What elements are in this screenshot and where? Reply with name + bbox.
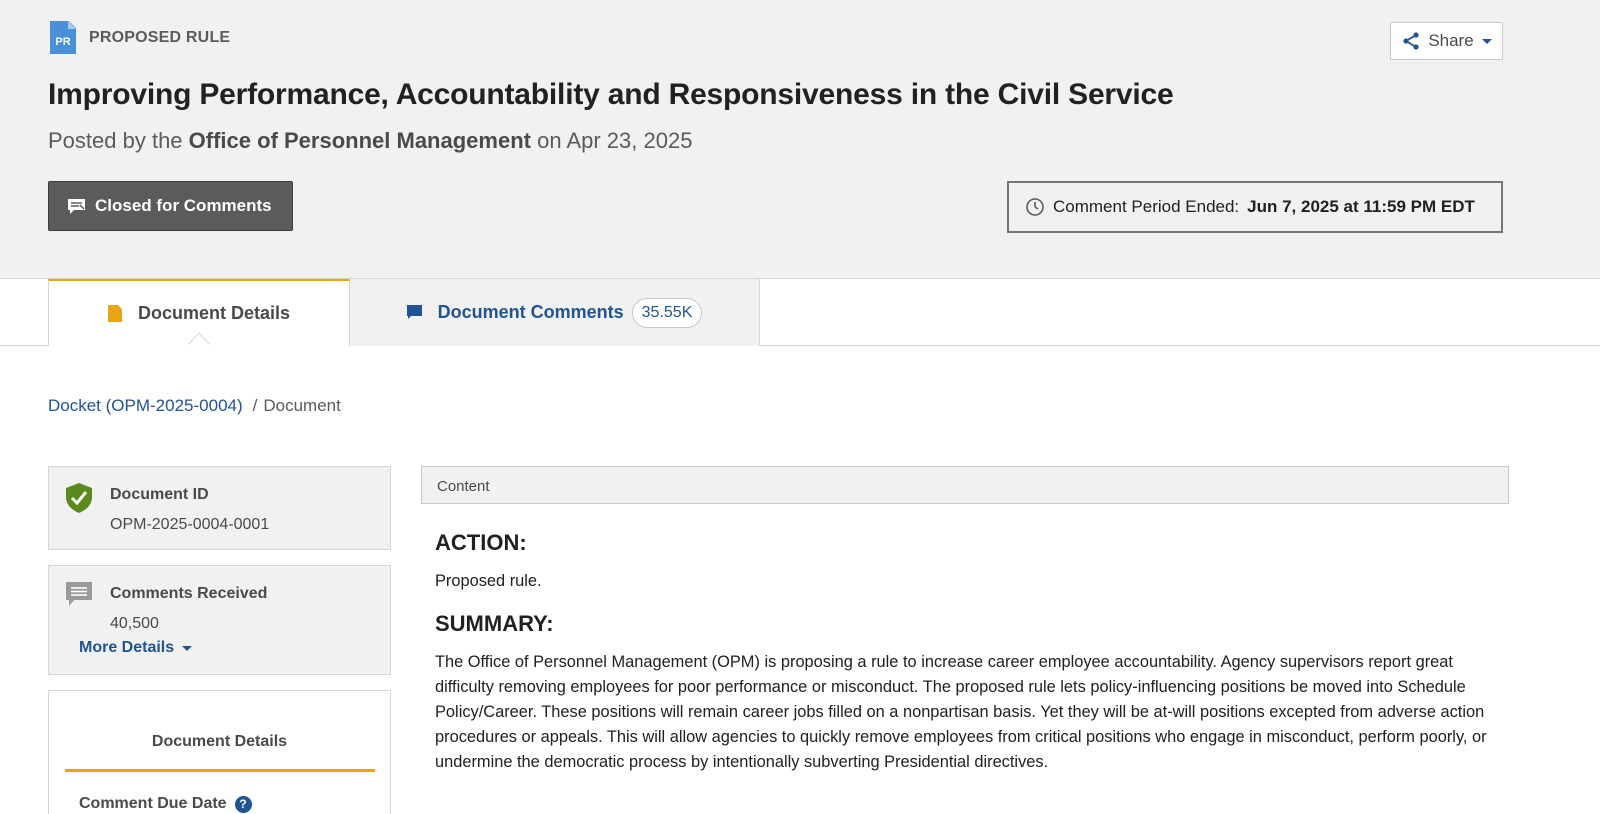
comment-due-date-label: Comment Due Date	[79, 795, 227, 812]
tab-label: Document Comments	[437, 302, 624, 322]
comments-received-card	[48, 565, 391, 675]
tab-bar	[0, 279, 1600, 346]
breadcrumb-separator: /	[252, 396, 258, 415]
breadcrumb-docket-link[interactable]: Docket (OPM-2025-0004)	[48, 396, 243, 415]
share-icon	[1401, 31, 1421, 51]
document-content	[435, 530, 1495, 792]
chevron-down-icon	[1482, 39, 1492, 44]
document-details-card	[48, 690, 391, 814]
breadcrumb	[48, 396, 341, 416]
agency-name: Office of Personnel Management	[188, 128, 531, 153]
more-details-label: More Details	[79, 639, 175, 656]
comments-received-label: Comments Received	[110, 585, 268, 602]
active-tab-pointer	[187, 332, 211, 346]
comment-due-date-row	[79, 795, 252, 813]
comment-icon	[407, 305, 422, 320]
share-label: Share	[1428, 31, 1474, 50]
document-id-card	[48, 466, 391, 550]
comment-count-badge: 35.55K	[632, 298, 703, 328]
posted-prefix: Posted by the	[48, 128, 183, 153]
action-heading: ACTION:	[435, 530, 527, 555]
comments-received-value: 40,500	[110, 615, 159, 632]
posted-by	[48, 128, 692, 154]
tab-label: Document Details	[137, 303, 291, 323]
content-panel-header: Content	[421, 466, 1509, 504]
doc-type-label: PROPOSED RULE	[89, 28, 231, 46]
document-id-label: Document ID	[110, 486, 209, 503]
heading-underline	[65, 769, 375, 772]
document-details-heading: Document Details	[151, 733, 288, 750]
page-header	[0, 0, 1600, 279]
share-button[interactable]	[1390, 22, 1503, 60]
summary-heading: SUMMARY:	[435, 611, 554, 636]
chevron-down-icon	[182, 646, 192, 651]
action-text: Proposed rule.	[435, 572, 542, 590]
tab-document-comments[interactable]	[350, 279, 760, 346]
comment-period-box	[1007, 181, 1503, 233]
clock-icon	[1025, 197, 1045, 217]
proposed-rule-icon	[48, 21, 77, 54]
document-type	[48, 21, 230, 54]
page-title: Improving Performance, Accountability and Responsiveness in the Civil Service	[48, 78, 1174, 111]
posted-date: on Apr 23, 2025	[537, 128, 693, 153]
closed-label: Closed for Comments	[95, 196, 272, 215]
document-id-value: OPM-2025-0004-0001	[110, 516, 270, 533]
help-icon[interactable]: ?	[235, 796, 252, 813]
document-icon	[108, 305, 122, 322]
comment-closed-icon	[67, 197, 86, 216]
more-details-toggle[interactable]	[79, 639, 192, 657]
doc-type-badge: PR	[55, 36, 71, 48]
shield-check-icon	[66, 483, 92, 513]
period-value: Jun 7, 2025 at 11:59 PM EDT	[1247, 197, 1475, 216]
period-label: Comment Period Ended:	[1053, 197, 1240, 216]
closed-for-comments-button[interactable]	[48, 181, 293, 231]
summary-text: The Office of Personnel Management (OPM) is proposing a rule to increase career employee accountability. Agency supervisors report great difficulty removing employees for poor performance or misconduct. The proposed rule lets policy-influencing positions be moved into Schedule Policy/Career. These positions will remain career jobs filled on a nonpartisan basis. Yet they will be at-will positions excepted from adverse action procedures or appeals. This will allow agencies to quickly remove employees from critical positions who engage in misconduct, perform poorly, or undermine the democratic process by intentionally subverting Presidential directives.	[435, 653, 1487, 771]
breadcrumb-current: Document	[263, 396, 341, 415]
comments-icon	[66, 582, 92, 608]
